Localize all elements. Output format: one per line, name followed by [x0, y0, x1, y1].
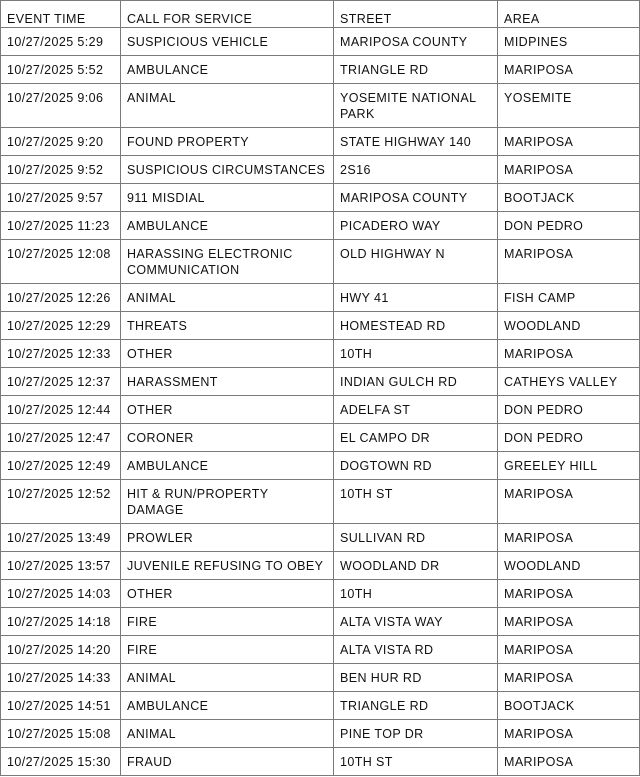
- event-time-cell: 10/27/2025 9:20: [1, 128, 121, 156]
- street-cell: EL CAMPO DR: [334, 424, 498, 452]
- area-cell: WOODLAND: [498, 552, 640, 580]
- event-time-cell: 10/27/2025 14:18: [1, 608, 121, 636]
- table-row: [1, 524, 640, 552]
- table-row: [1, 56, 640, 84]
- call-for-service-cell: AMBULANCE: [121, 452, 334, 480]
- event-time-cell: 10/27/2025 15:08: [1, 720, 121, 748]
- event-time-cell: 10/27/2025 12:29: [1, 312, 121, 340]
- event-time-cell: 10/27/2025 5:52: [1, 56, 121, 84]
- call-for-service-cell: HARASSING ELECTRONIC COMMUNICATION: [121, 240, 334, 284]
- table-row: [1, 396, 640, 424]
- area-cell: DON PEDRO: [498, 424, 640, 452]
- call-for-service-cell: 911 MISDIAL: [121, 184, 334, 212]
- area-cell: MARIPOSA: [498, 240, 640, 284]
- event-time-cell: 10/27/2025 12:26: [1, 284, 121, 312]
- event-time-cell: 10/27/2025 12:49: [1, 452, 121, 480]
- table-row: [1, 340, 640, 368]
- header-event-time: EVENT TIME: [1, 1, 121, 28]
- call-for-service-cell: ANIMAL: [121, 84, 334, 128]
- event-time-cell: 10/27/2025 9:52: [1, 156, 121, 184]
- area-cell: DON PEDRO: [498, 212, 640, 240]
- street-cell: ALTA VISTA RD: [334, 636, 498, 664]
- table-row: [1, 552, 640, 580]
- event-time-cell: 10/27/2025 15:30: [1, 748, 121, 776]
- table-row: [1, 84, 640, 128]
- street-cell: 10TH ST: [334, 480, 498, 524]
- table-row: [1, 312, 640, 340]
- call-for-service-cell: ANIMAL: [121, 720, 334, 748]
- street-cell: 10TH: [334, 580, 498, 608]
- call-for-service-cell: THREATS: [121, 312, 334, 340]
- event-time-cell: 10/27/2025 13:49: [1, 524, 121, 552]
- call-for-service-cell: HIT & RUN/PROPERTY DAMAGE: [121, 480, 334, 524]
- table-row: [1, 608, 640, 636]
- call-for-service-cell: AMBULANCE: [121, 692, 334, 720]
- area-cell: MIDPINES: [498, 28, 640, 56]
- area-cell: MARIPOSA: [498, 156, 640, 184]
- table-row: [1, 212, 640, 240]
- street-cell: 10TH: [334, 340, 498, 368]
- event-time-cell: 10/27/2025 14:33: [1, 664, 121, 692]
- street-cell: WOODLAND DR: [334, 552, 498, 580]
- event-time-cell: 10/27/2025 12:52: [1, 480, 121, 524]
- table-row: [1, 748, 640, 776]
- call-for-service-cell: ANIMAL: [121, 284, 334, 312]
- call-for-service-cell: SUSPICIOUS CIRCUMSTANCES: [121, 156, 334, 184]
- call-for-service-cell: FOUND PROPERTY: [121, 128, 334, 156]
- area-cell: BOOTJACK: [498, 692, 640, 720]
- table-row: [1, 368, 640, 396]
- table-row: [1, 720, 640, 748]
- area-cell: MARIPOSA: [498, 720, 640, 748]
- event-time-cell: 10/27/2025 13:57: [1, 552, 121, 580]
- area-cell: BOOTJACK: [498, 184, 640, 212]
- event-time-cell: 10/27/2025 12:08: [1, 240, 121, 284]
- call-for-service-cell: OTHER: [121, 580, 334, 608]
- event-time-cell: 10/27/2025 12:37: [1, 368, 121, 396]
- event-time-cell: 10/27/2025 11:23: [1, 212, 121, 240]
- table-row: [1, 480, 640, 524]
- table-row: [1, 424, 640, 452]
- street-cell: BEN HUR RD: [334, 664, 498, 692]
- street-cell: MARIPOSA COUNTY: [334, 184, 498, 212]
- area-cell: WOODLAND: [498, 312, 640, 340]
- event-time-cell: 10/27/2025 12:33: [1, 340, 121, 368]
- area-cell: YOSEMITE: [498, 84, 640, 128]
- street-cell: PINE TOP DR: [334, 720, 498, 748]
- area-cell: MARIPOSA: [498, 580, 640, 608]
- area-cell: MARIPOSA: [498, 340, 640, 368]
- street-cell: PICADERO WAY: [334, 212, 498, 240]
- table-row: [1, 156, 640, 184]
- event-time-cell: 10/27/2025 12:44: [1, 396, 121, 424]
- area-cell: MARIPOSA: [498, 664, 640, 692]
- header-call-for-service: CALL FOR SERVICE: [121, 1, 334, 28]
- street-cell: 10TH ST: [334, 748, 498, 776]
- call-for-service-cell: CORONER: [121, 424, 334, 452]
- event-time-cell: 10/27/2025 14:03: [1, 580, 121, 608]
- call-for-service-cell: FRAUD: [121, 748, 334, 776]
- street-cell: INDIAN GULCH RD: [334, 368, 498, 396]
- street-cell: ALTA VISTA WAY: [334, 608, 498, 636]
- table-row: [1, 184, 640, 212]
- street-cell: SULLIVAN RD: [334, 524, 498, 552]
- area-cell: MARIPOSA: [498, 636, 640, 664]
- table-row: [1, 452, 640, 480]
- street-cell: DOGTOWN RD: [334, 452, 498, 480]
- street-cell: HWY 41: [334, 284, 498, 312]
- table-row: [1, 664, 640, 692]
- street-cell: MARIPOSA COUNTY: [334, 28, 498, 56]
- street-cell: HOMESTEAD RD: [334, 312, 498, 340]
- call-for-service-cell: SUSPICIOUS VEHICLE: [121, 28, 334, 56]
- area-cell: MARIPOSA: [498, 748, 640, 776]
- area-cell: MARIPOSA: [498, 128, 640, 156]
- header-row: [1, 1, 640, 28]
- table-body: [1, 28, 640, 776]
- call-for-service-cell: FIRE: [121, 608, 334, 636]
- call-for-service-cell: JUVENILE REFUSING TO OBEY: [121, 552, 334, 580]
- event-time-cell: 10/27/2025 9:57: [1, 184, 121, 212]
- area-cell: MARIPOSA: [498, 608, 640, 636]
- area-cell: MARIPOSA: [498, 480, 640, 524]
- event-time-cell: 10/27/2025 14:20: [1, 636, 121, 664]
- area-cell: CATHEYS VALLEY: [498, 368, 640, 396]
- event-time-cell: 10/27/2025 9:06: [1, 84, 121, 128]
- call-for-service-cell: AMBULANCE: [121, 56, 334, 84]
- table-row: [1, 28, 640, 56]
- table-row: [1, 636, 640, 664]
- header-area: AREA: [498, 1, 640, 28]
- area-cell: MARIPOSA: [498, 56, 640, 84]
- call-for-service-cell: PROWLER: [121, 524, 334, 552]
- area-cell: GREELEY HILL: [498, 452, 640, 480]
- table-row: [1, 240, 640, 284]
- street-cell: STATE HIGHWAY 140: [334, 128, 498, 156]
- area-cell: FISH CAMP: [498, 284, 640, 312]
- area-cell: DON PEDRO: [498, 396, 640, 424]
- call-for-service-cell: OTHER: [121, 340, 334, 368]
- table-row: [1, 692, 640, 720]
- call-for-service-cell: FIRE: [121, 636, 334, 664]
- event-time-cell: 10/27/2025 12:47: [1, 424, 121, 452]
- street-cell: OLD HIGHWAY N: [334, 240, 498, 284]
- street-cell: 2S16: [334, 156, 498, 184]
- call-for-service-cell: HARASSMENT: [121, 368, 334, 396]
- street-cell: ADELFA ST: [334, 396, 498, 424]
- header-street: STREET: [334, 1, 498, 28]
- call-for-service-cell: AMBULANCE: [121, 212, 334, 240]
- event-time-cell: 10/27/2025 14:51: [1, 692, 121, 720]
- street-cell: YOSEMITE NATIONAL PARK: [334, 84, 498, 128]
- table-row: [1, 580, 640, 608]
- call-for-service-cell: OTHER: [121, 396, 334, 424]
- table-row: [1, 284, 640, 312]
- street-cell: TRIANGLE RD: [334, 56, 498, 84]
- call-for-service-cell: ANIMAL: [121, 664, 334, 692]
- table-row: [1, 128, 640, 156]
- street-cell: TRIANGLE RD: [334, 692, 498, 720]
- area-cell: MARIPOSA: [498, 524, 640, 552]
- event-time-cell: 10/27/2025 5:29: [1, 28, 121, 56]
